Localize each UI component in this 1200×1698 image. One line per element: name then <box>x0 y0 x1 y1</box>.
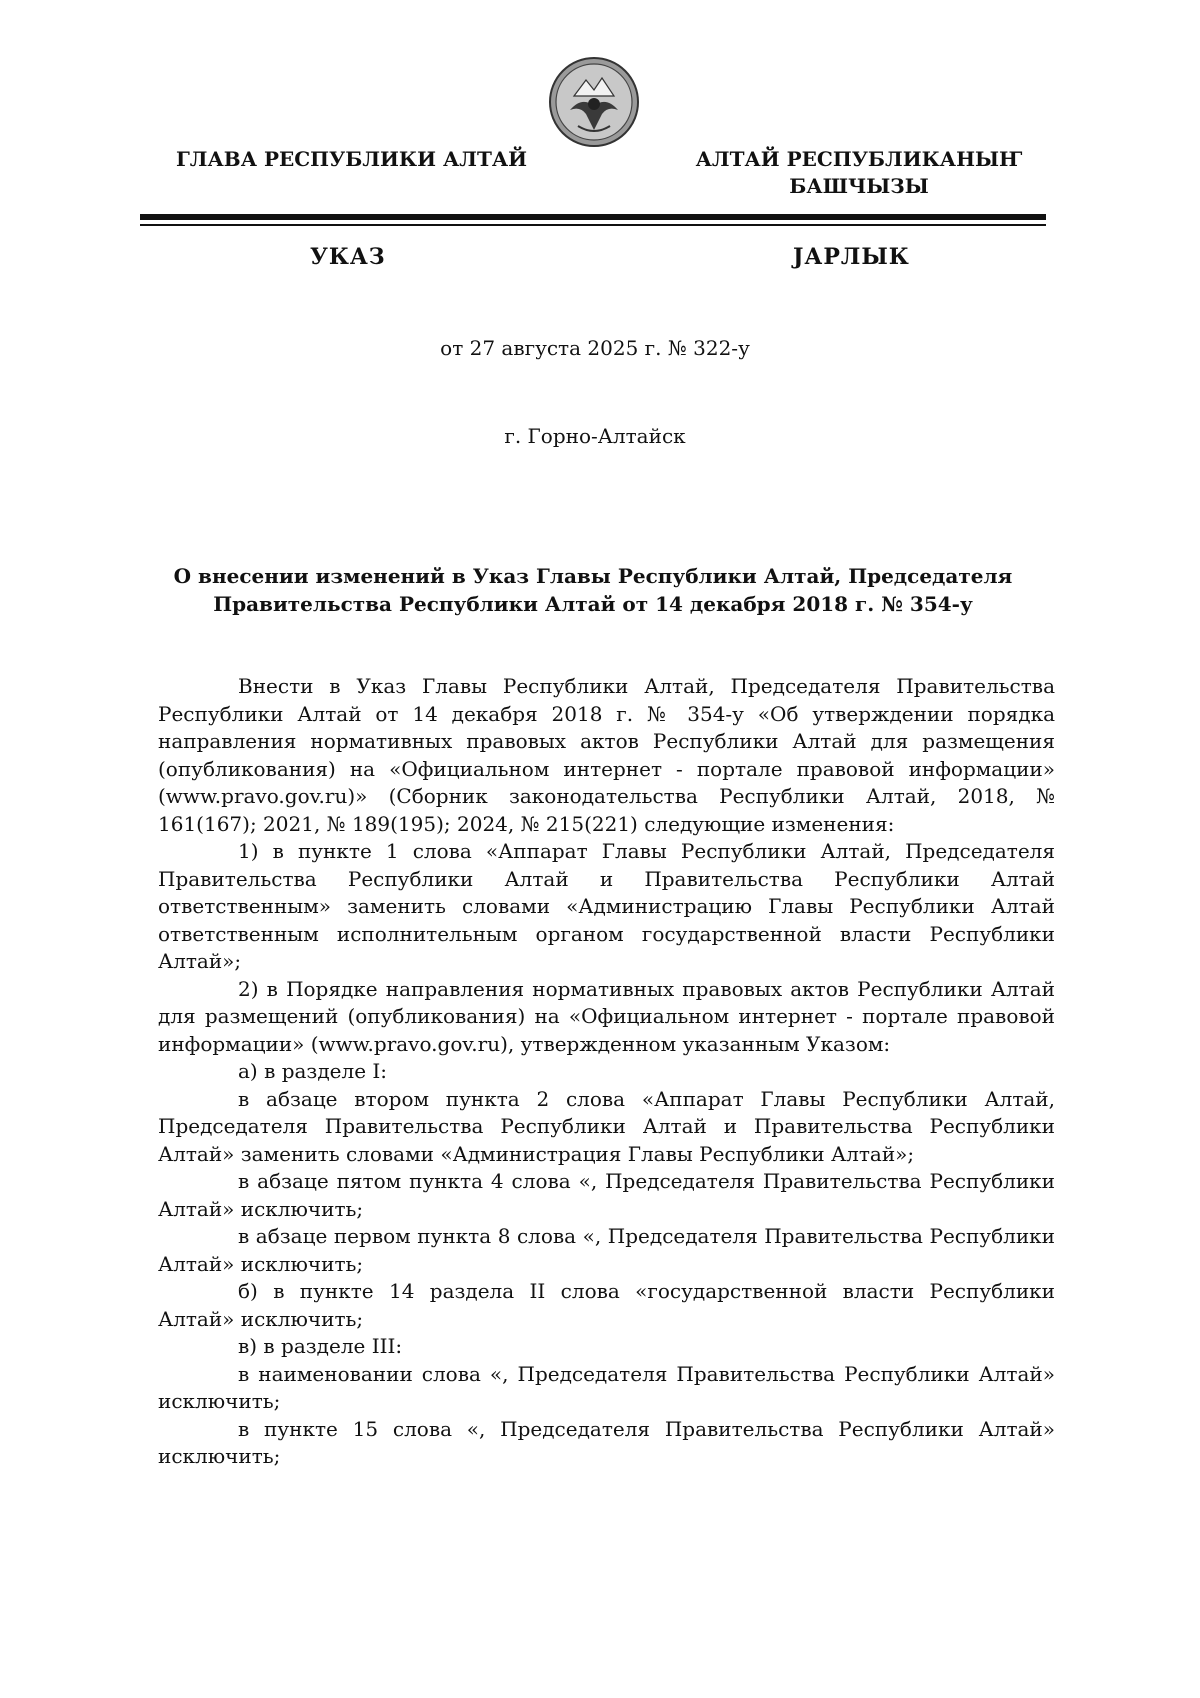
decree-title-line2: Правительства Республики Алтай от 14 декабря 2018 г. № 354-у <box>213 592 973 616</box>
decree-date-number: от 27 августа 2025 г. № 322-у <box>440 336 750 360</box>
decree-title <box>160 562 1026 618</box>
decree-body <box>158 673 1055 1471</box>
body-paragraph: в наименовании слова «, Председателя Правительства Республики Алтай» исключить; <box>158 1361 1055 1413</box>
body-paragraph: в абзаце пятом пункта 4 слова «, Председателя Правительства Республики Алтай» исключить; <box>158 1169 1055 1221</box>
doc-type-right: JАРЛЫК <box>793 244 910 270</box>
body-paragraph: Внести в Указ Главы Республики Алтай, Председателя Правительства Республики Алтай от 14 декабря 2018 г. № 354-у «Об утверждении порядка направления нормативных правовых актов Республики Алтай для размещения (опубликования) на «Официальном интернет - портале правовой информации» (www.pravo.gov.ru)» (Сборник законодательства Республики Алтай, 2018, № 161(167); 2021, № 189(195); 2024, № 215(221) следующие изменения: <box>158 674 1055 836</box>
decree-title-line1: О внесении изменений в Указ Главы Республики Алтай, Председателя <box>173 564 1013 588</box>
coat-of-arms-icon <box>548 56 640 148</box>
body-paragraph: а) в разделе I: <box>238 1059 388 1083</box>
header-right-line1: АЛТАЙ РЕСПУБЛИКАНЫҤ <box>695 147 1023 171</box>
header-divider-thin <box>140 224 1046 226</box>
header-divider-thick <box>140 214 1046 220</box>
body-paragraph: 1) в пункте 1 слова «Аппарат Главы Республики Алтай, Председателя Правительства Республики Алтай и Правительства Республики Алтай ответственным» заменить словами «Администрацию Главы Республики Алтай ответственным исполнительным органом государственной власти Республики Алтай»; <box>158 839 1055 973</box>
body-paragraph: в абзаце втором пункта 2 слова «Аппарат Главы Республики Алтай, Председателя Правительства Республики Алтай и Правительства Республики Алтай» заменить словами «Администрация Главы Республики Алтай»; <box>158 1086 1055 1166</box>
body-paragraph: в абзаце первом пункта 8 слова «, Председателя Правительства Республики Алтай» исключить; <box>158 1224 1055 1276</box>
body-paragraph: б) в пункте 14 раздела II слова «государственной власти Республики Алтай» исключить; <box>158 1279 1055 1331</box>
header-left-title: ГЛАВА РЕСПУБЛИКИ АЛТАЙ <box>176 147 528 171</box>
decree-city: г. Горно-Алтайск <box>504 424 686 448</box>
body-paragraph: 2) в Порядке направления нормативных правовых актов Республики Алтай для размещений (опубликования) на «Официальном интернет - портале правовой информации» (www.pravo.gov.ru), утвержденном указанным Указом: <box>158 976 1055 1056</box>
header-right-title <box>694 146 1024 200</box>
header-right-line2: БАШЧЫЗЫ <box>789 174 929 198</box>
doc-type-left: УКАЗ <box>310 244 386 270</box>
body-paragraph: в) в разделе III: <box>238 1334 403 1358</box>
body-paragraph: в пункте 15 слова «, Председателя Правительства Республики Алтай» исключить; <box>158 1416 1055 1468</box>
